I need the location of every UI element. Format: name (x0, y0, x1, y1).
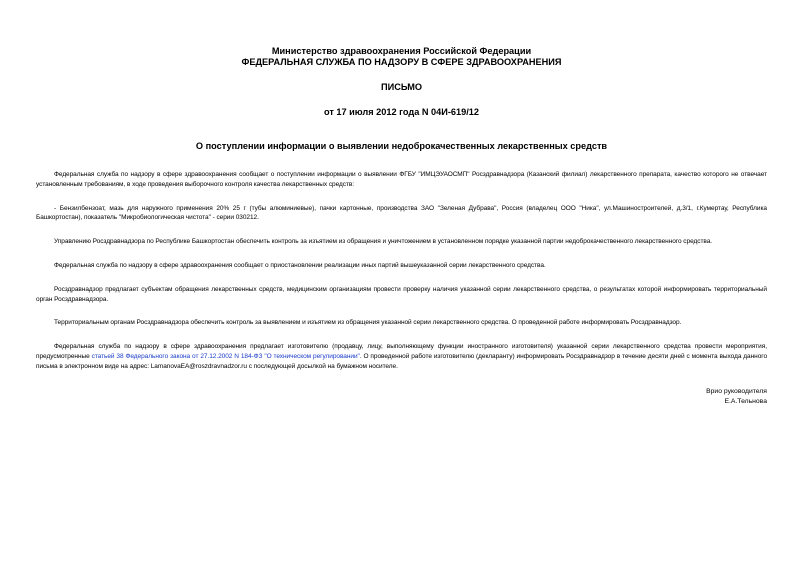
ministry-name: Министерство здравоохранения Российской Федерации (271, 46, 532, 56)
law-article-link[interactable]: статьей 38 Федерального закона от 27.12.2002 N 184-ФЗ "О техническом регулировании" (91, 352, 360, 360)
signatory-position: Врио руководителя (706, 388, 767, 395)
document-date-number: от 17 июля 2012 года N 04И-619/12 (323, 107, 480, 117)
document-title: О поступлении информации о выявлении недоброкачественных лекарственных средств (195, 141, 608, 151)
paragraph-7 (36, 342, 767, 371)
document-page (36, 46, 767, 386)
document-header (36, 46, 767, 118)
signature-block (706, 387, 767, 407)
paragraph-3: Управлению Росздравнадзора по Республике Башкортостан обеспечить контроль за изъятием из обращения и уничтожением в установленном порядке указанной партии недоброкачественного лекарственного средства. (54, 238, 713, 246)
paragraph-6: Территориальным органам Росздравнадзора обеспечить контроль за выявлением и изъятием из обращения указанной серии лекарственного средства. О проведенной работе информировать Росздравнадзор. (54, 319, 682, 327)
paragraph-7-start: Федеральная служба по надзору в сфере здравоохранения предлагает изготовителю (продавцу, лицу, выполняющему функции иностранного изготовителя) указанной серии лекарственного средства провести мероприятия, предусмотренные (36, 343, 767, 360)
paragraph-7-end: . О проведенной работе изготовителю (декларанту) информировать Росздравнадзор в течение десяти дней с момента выхода данного письма в электронном виде на адрес: LamanovaEA@roszdravnadzor.ru с последующей досылкой на бумажном носителе. (36, 352, 768, 370)
paragraph-5: Росздравнадзор предлагает субъектам обращения лекарственных средств, медицинским организациям провести проверку наличия указанной серии лекарственного средства, о результатах которой информировать территориальный орган Росздравнадзора. (36, 285, 767, 303)
signatory-name: Е.А.Тельнова (724, 398, 767, 405)
service-name: ФЕДЕРАЛЬНАЯ СЛУЖБА ПО НАДЗОРУ В СФЕРЕ ЗДРАВООХРАНЕНИЯ (241, 57, 562, 67)
paragraph-2: - Бензилбензоат, мазь для наружного применения 20% 25 г (тубы алюминиевые), пачки картонные, производства ЗАО "Зеленая Дубрава", Россия (владелец ООО "Ника", ул.Машиностроителей, д.3/1, г.Кумертау, Республика Башкортостан), показатель "Микробиологическая чистота" - серии 030212. (36, 204, 767, 222)
paragraph-4: Федеральная служба по надзору в сфере здравоохранения сообщает о приостановлении реализации иных партий вышеуказанной серии лекарственного средства. (54, 261, 546, 269)
document-type: ПИСЬМО (380, 82, 423, 92)
paragraph-1: Федеральная служба по надзору в сфере здравоохранения сообщает о поступлении информации о выявлении ФГБУ "ИМЦЭУАОСМП" Росздравнадзора (Казанский филиал) лекарственного препарата, качество которого не отвечает установленным требованиям, в ходе проведения выборочного контроля качества лекарственных средств: (36, 171, 767, 188)
document-body (36, 170, 767, 372)
